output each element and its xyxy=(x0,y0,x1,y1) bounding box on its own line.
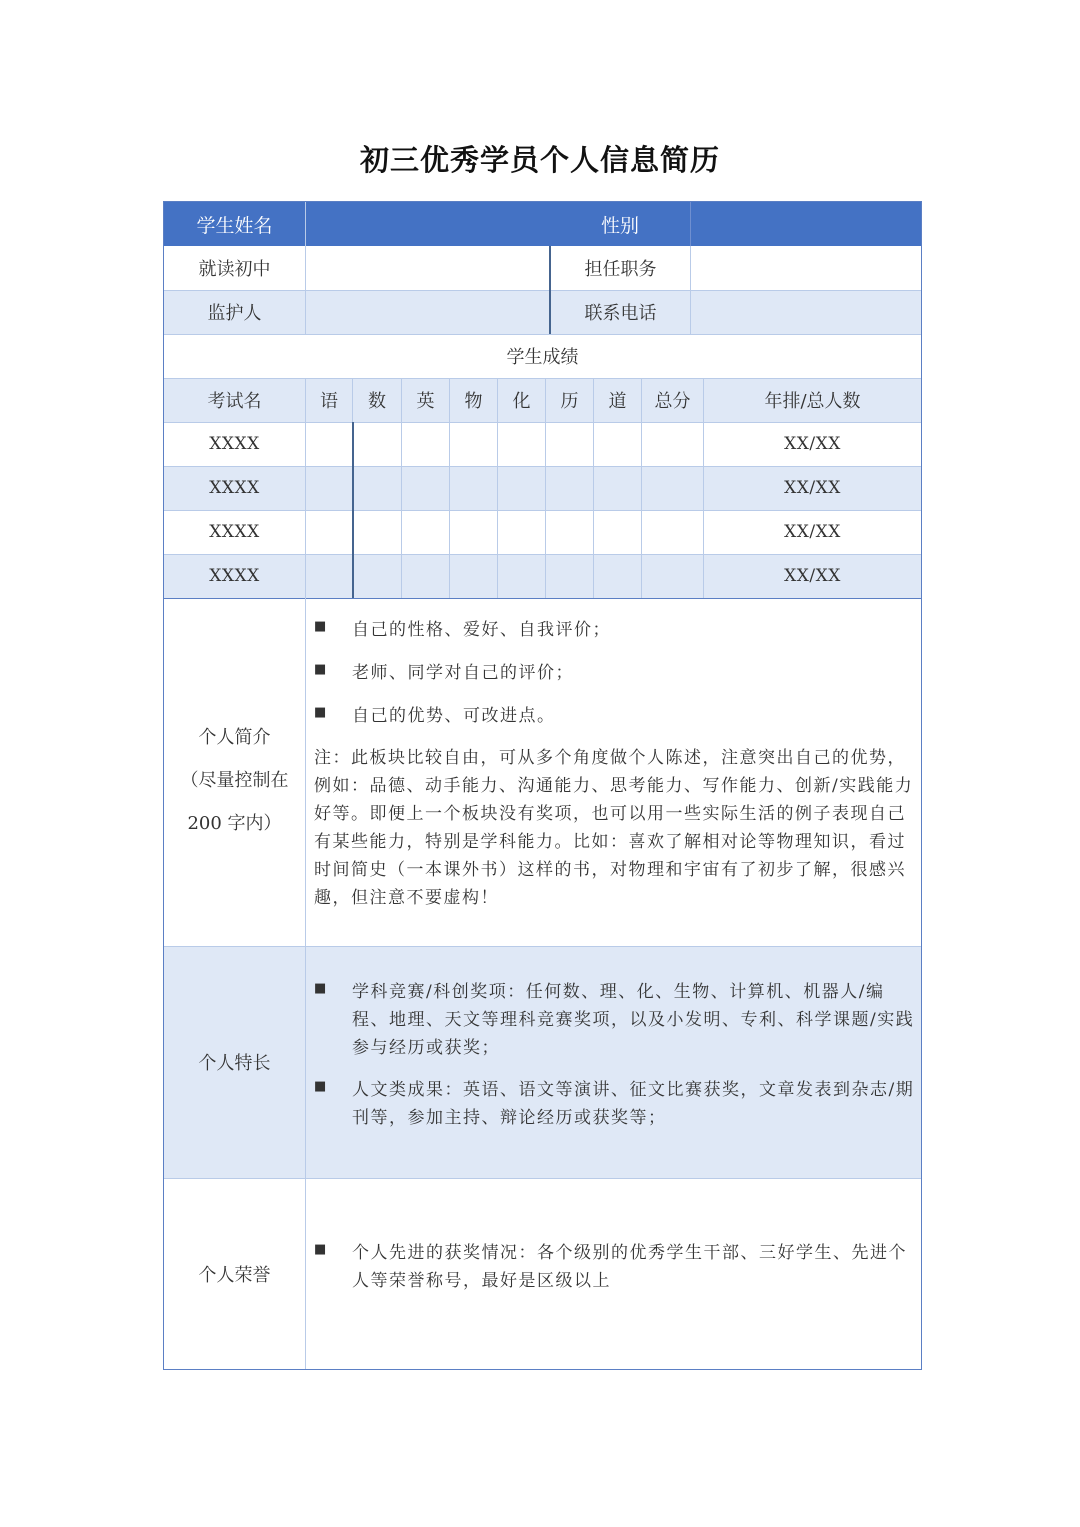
scores-title: 学生成绩 xyxy=(506,347,579,368)
honors-bullet xyxy=(314,1239,919,1295)
score-row-exam: XXXX xyxy=(209,434,260,454)
intro-label-line-3: 200 字内） xyxy=(187,812,282,834)
col-divider xyxy=(305,598,306,1369)
score-row-rank: XX/XX xyxy=(784,566,841,586)
intro-bullet xyxy=(314,616,919,644)
gender-value[interactable] xyxy=(691,202,921,246)
honors-label: 个人荣誉 xyxy=(198,1264,271,1286)
phone-value[interactable] xyxy=(691,290,921,334)
intro-label xyxy=(164,598,305,946)
student-name-label: 学生姓名 xyxy=(196,214,273,237)
guardian-label: 监护人 xyxy=(207,303,262,324)
page-title: 初三优秀学员个人信息简历 xyxy=(359,143,720,177)
score-row-rank: XX/XX xyxy=(784,478,841,498)
bullet-marker: ■ xyxy=(314,981,328,996)
score-row-exam: XXXX xyxy=(209,522,260,542)
col-header-history: 历 xyxy=(560,391,579,412)
honors-content xyxy=(314,1239,919,1295)
col-header-chemistry: 化 xyxy=(512,391,531,412)
score-row-exam: XXXX xyxy=(209,566,260,586)
position-label: 担任职务 xyxy=(584,259,657,280)
col-header-physics: 物 xyxy=(464,391,483,412)
col-header-chinese: 语 xyxy=(320,391,338,412)
intro-bullet-text: 自己的优势、可改进点。 xyxy=(352,706,556,726)
col-header-exam: 考试名 xyxy=(207,391,262,412)
score-row-rank: XX/XX xyxy=(784,434,841,454)
gender-label: 性别 xyxy=(600,214,639,237)
intro-content xyxy=(314,616,919,912)
col-header-math: 数 xyxy=(368,391,386,412)
bullet-marker: ■ xyxy=(314,662,328,677)
col-header-english: 英 xyxy=(416,391,435,412)
intro-bullet xyxy=(314,659,919,687)
specialty-bullet-text: 人文类成果：英语、语文等演讲、征文比赛获奖，文章发表到杂志/期刊等，参加主持、辩论经历或获奖等； xyxy=(352,1080,915,1128)
resume-table xyxy=(163,201,922,1370)
col-divider xyxy=(352,422,354,598)
col-header-morality: 道 xyxy=(608,391,627,412)
school-value[interactable] xyxy=(306,246,549,290)
score-row-rank: XX/XX xyxy=(784,522,841,542)
school-label: 就读初中 xyxy=(198,259,271,280)
phone-label: 联系电话 xyxy=(584,303,657,324)
intro-bullet-text: 自己的性格、爱好、自我评价； xyxy=(352,620,611,640)
specialty-content xyxy=(314,978,919,1132)
intro-bullet-text: 老师、同学对自己的评价； xyxy=(352,663,574,683)
intro-note: 注：此板块比较自由，可从多个角度做个人陈述，注意突出自己的优势，例如：品德、动手能力、沟通能力、思考能力、写作能力、创新/实践能力好等。即便上一个板块没有奖项，也可以用一些实际生活的例子表现自己有某些能力，特别是学科能力。比如：喜欢了解相对论等物理知识，看过时间简史（一本课外书）这样的书，对物理和宇宙有了初步了解，很感兴趣，但注意不要虚构！ xyxy=(314,748,914,908)
specialty-bullet xyxy=(314,1076,919,1132)
intro-label-line-1: 个人简介 xyxy=(198,726,271,748)
specialty-bullet xyxy=(314,978,919,1062)
bullet-marker: ■ xyxy=(314,1079,328,1094)
bullet-marker: ■ xyxy=(314,1242,328,1257)
bullet-marker: ■ xyxy=(314,705,328,720)
bullet-marker: ■ xyxy=(314,619,328,634)
intro-label-line-2: （尽量控制在 xyxy=(180,769,289,791)
intro-bullet xyxy=(314,702,919,730)
specialty-bullet-text: 学科竞赛/科创奖项：任何数、理、化、生物、计算机、机器人/编程、地理、天文等理科竞赛奖项，以及小发明、专利、科学课题/实践参与经历或获奖； xyxy=(352,982,915,1058)
guardian-value[interactable] xyxy=(306,290,549,334)
honors-bullet-text: 个人先进的获奖情况：各个级别的优秀学生干部、三好学生、先进个人等荣誉称号，最好是区级以上 xyxy=(352,1243,907,1291)
score-row-exam: XXXX xyxy=(209,478,260,498)
col-header-rank: 年排/总人数 xyxy=(764,391,861,412)
position-value[interactable] xyxy=(691,246,921,290)
specialty-label: 个人特长 xyxy=(198,1053,271,1074)
col-header-total: 总分 xyxy=(654,391,691,412)
